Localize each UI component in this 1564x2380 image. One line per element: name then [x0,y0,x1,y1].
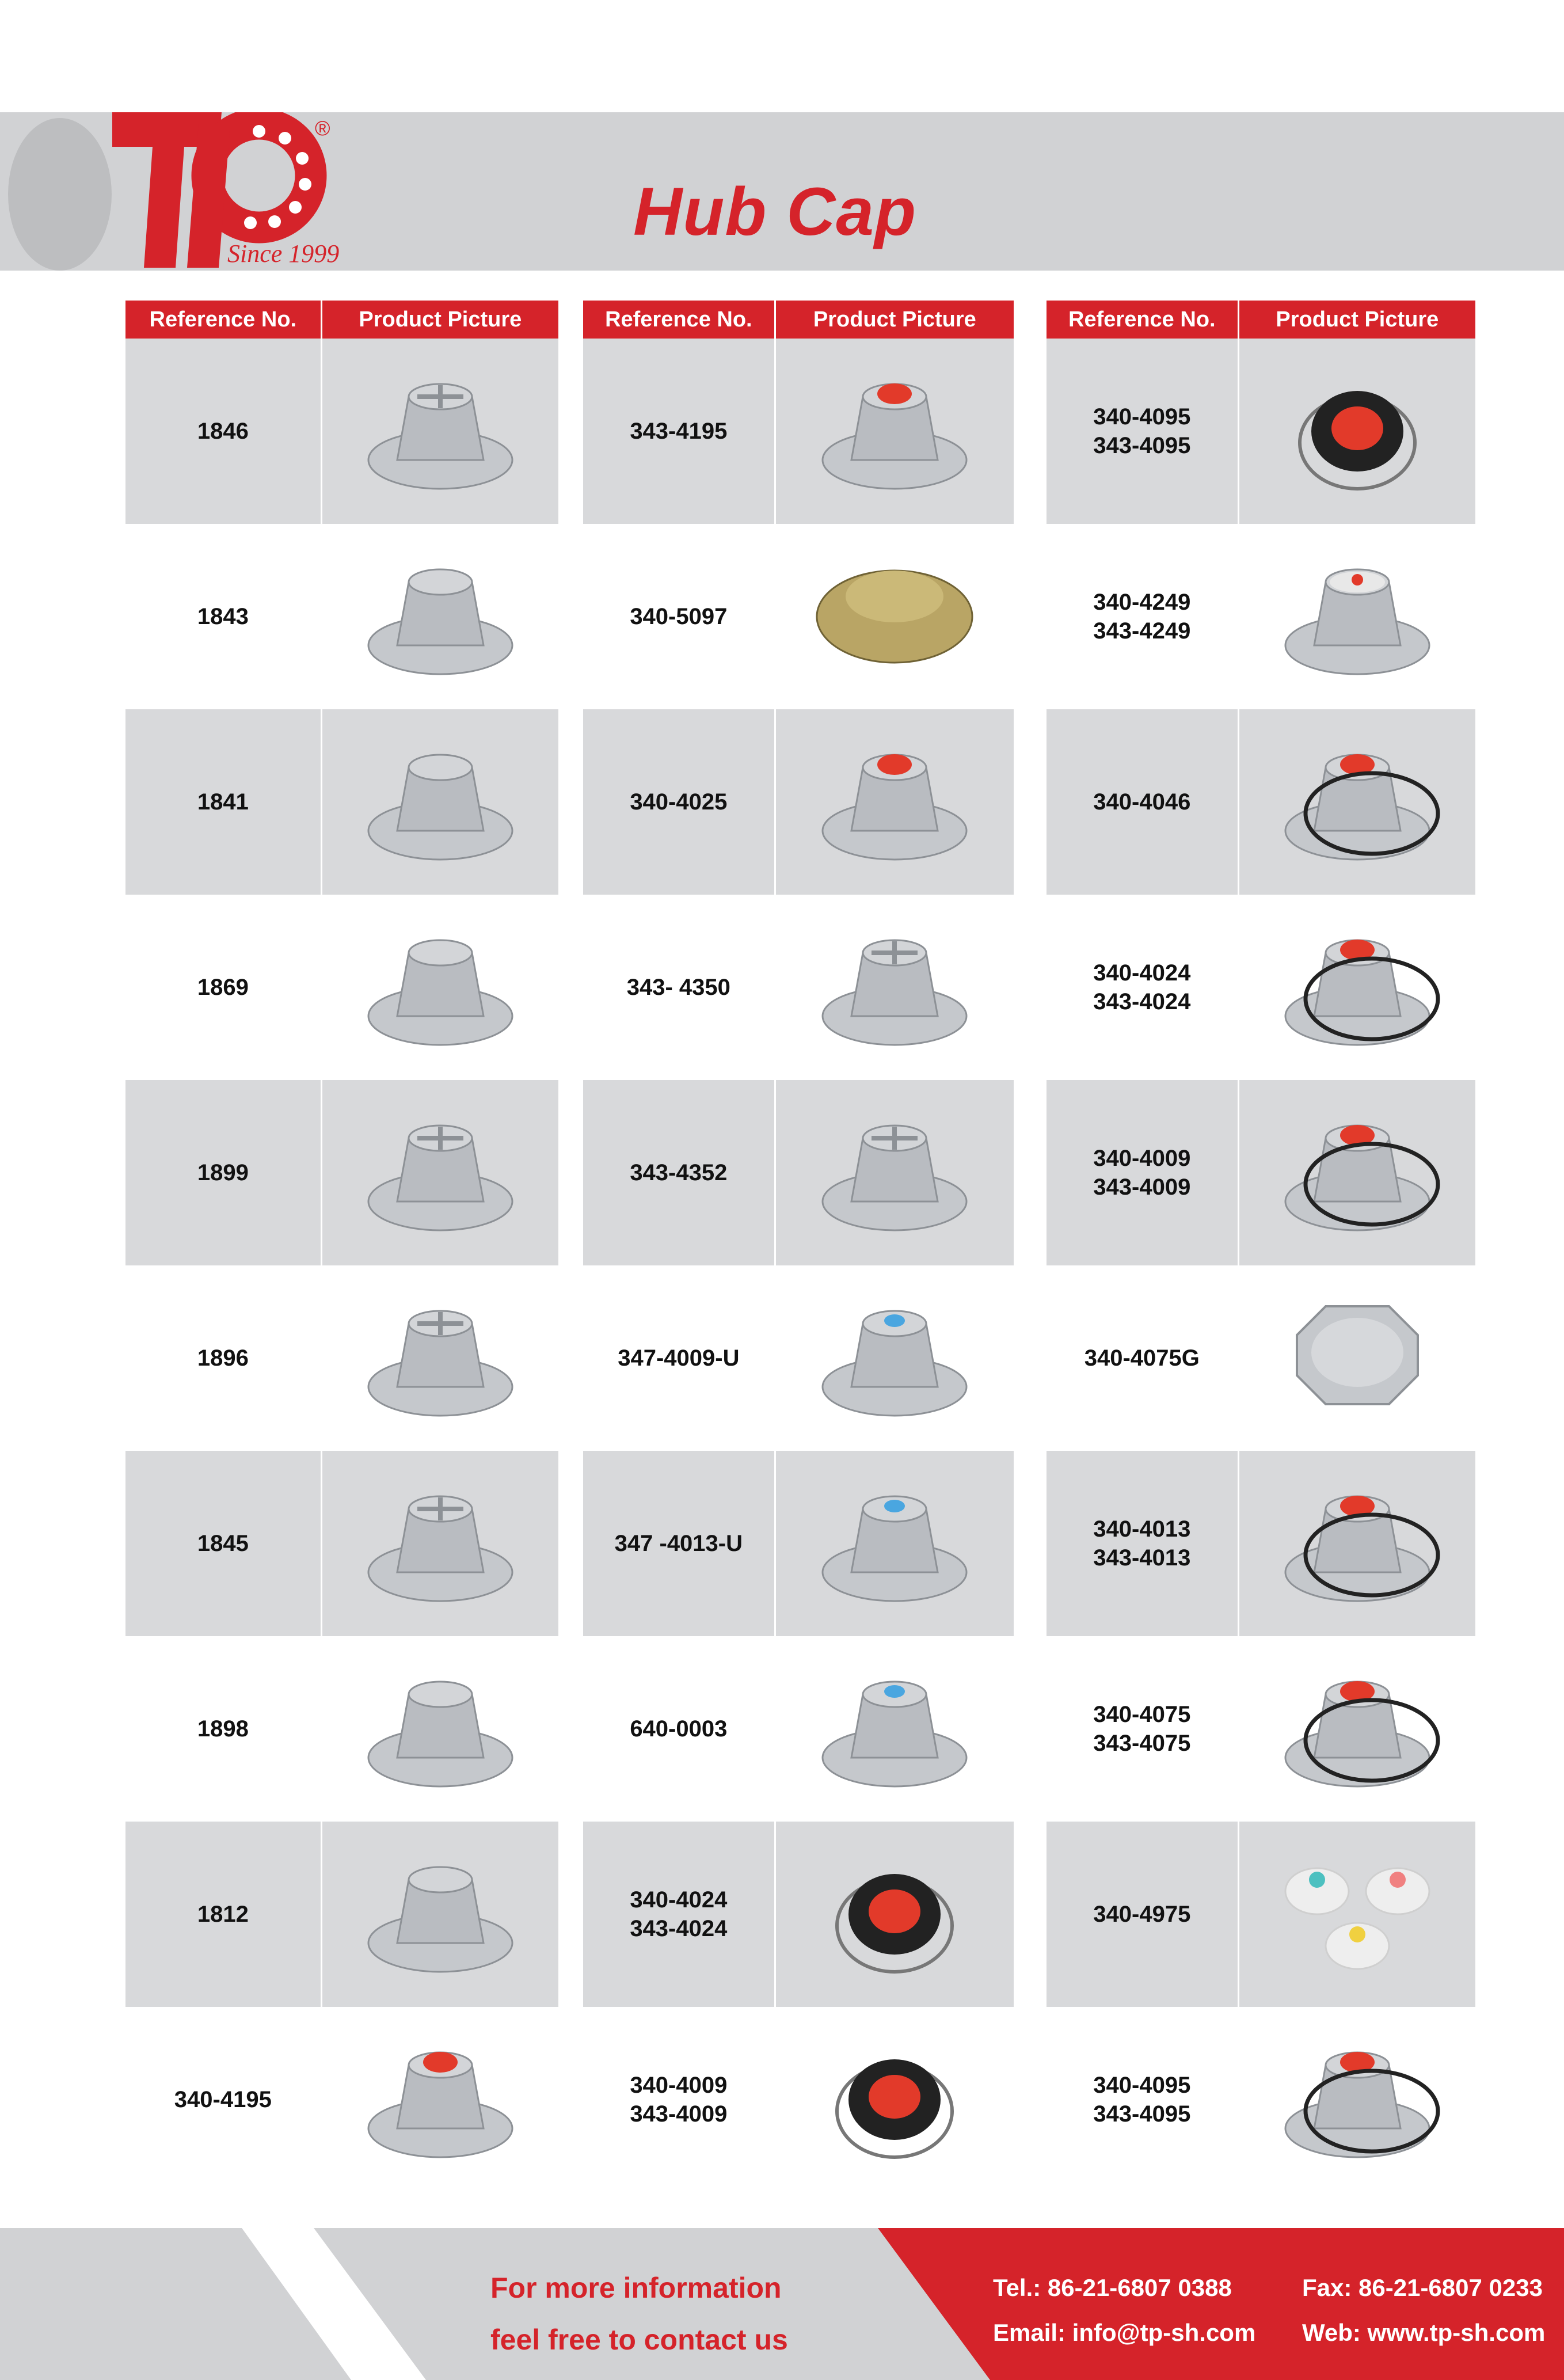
hub-cap-octagon-icon [1271,1289,1444,1427]
header-product-picture: Product Picture [774,301,1014,339]
product-table-3 [1047,301,1475,2192]
hub-cap-tall-icon [354,1845,527,1983]
hub-cap-black-red-icon [1271,362,1444,500]
footer-email[interactable]: Email: info@tp-sh.com [993,2319,1256,2346]
hub-cap-blue-plug-icon [808,1660,981,1798]
table-row [583,2007,1014,2192]
logo-backdrop [8,118,112,271]
product-picture [1238,1265,1475,1451]
table-row [583,1265,1014,1451]
hub-cap-red-gasket-icon [1271,1660,1444,1798]
reference-number: 343-4352 [630,1160,728,1185]
product-table-1 [125,301,558,2192]
product-picture [1238,2007,1475,2192]
reference-number: 340-4009 343-4009 [1093,1146,1191,1200]
table-row [1047,1451,1475,1636]
page-title: Hub Cap [633,174,917,250]
table-row [125,709,558,895]
footer-web[interactable]: Web: www.tp-sh.com [1302,2319,1546,2346]
reference-number: 1845 [197,1531,249,1556]
product-picture [774,1822,1014,2007]
hub-cap-red-gasket-icon [1271,918,1444,1056]
product-picture [1238,1451,1475,1636]
table-row [583,1636,1014,1822]
product-picture [321,1451,558,1636]
product-picture [1238,339,1475,524]
product-picture [321,1080,558,1265]
reference-number: 340-4025 [630,789,728,815]
footer-info-line2: feel free to contact us [490,2324,788,2356]
reference-number: 340-4013 343-4013 [1093,1516,1191,1571]
table-row [1047,1080,1475,1265]
reference-number: 343- 4350 [626,975,730,1000]
reference-number: 340-4075G [1084,1345,1200,1371]
table-row [583,524,1014,709]
hub-cap-blue-plug-icon [808,1474,981,1613]
reference-number: 1899 [197,1160,249,1185]
reference-number: 340-4095 343-4095 [1093,2073,1191,2127]
reference-number: 640-0003 [630,1716,728,1742]
table-row [583,1080,1014,1265]
reference-number: 340-4046 [1093,789,1191,815]
reference-number: 340-4009 343-4009 [630,2073,728,2127]
hub-cap-spoked-icon [354,1104,527,1242]
hub-cap-red-gasket-icon [1271,2031,1444,2169]
table-row [1047,1265,1475,1451]
header-reference-no: Reference No. [605,307,752,332]
hub-cap-open-icon [354,548,527,686]
table-row [1047,524,1475,709]
footer-tel: Tel.: 86-21-6807 0388 [993,2274,1232,2301]
product-picture [321,2007,558,2192]
hub-cap-plug-set-icon [1271,1845,1444,1983]
table-row [125,1451,558,1636]
hub-cap-blue-plug-icon [808,1289,981,1427]
hub-cap-red-gasket-icon [1271,733,1444,871]
product-picture [1238,1080,1475,1265]
product-picture [1238,709,1475,895]
product-picture [321,339,558,524]
footer-band [0,2228,1564,2380]
product-picture [321,709,558,895]
reference-number: 1843 [197,604,249,629]
reference-number: 340-4975 [1093,1902,1191,1927]
product-picture [321,1636,558,1822]
table-row [1047,1636,1475,1822]
product-picture [774,2007,1014,2192]
reference-number: 343-4195 [630,419,728,444]
product-picture [774,1636,1014,1822]
table-row [1047,1822,1475,2007]
table-row [583,1451,1014,1636]
product-picture [321,1822,558,2007]
registered-mark: ® [315,116,330,140]
table-row [125,1080,558,1265]
product-picture [1238,895,1475,1080]
hub-cap-tall-icon [354,1660,527,1798]
since-text: Since 1999 [227,239,340,268]
table-header [583,301,1014,339]
table-row [125,1265,558,1451]
hub-cap-spoked-icon [354,362,527,500]
table-row [583,1822,1014,2007]
product-picture [774,1265,1014,1451]
header-reference-no: Reference No. [1068,307,1216,332]
table-row [125,2007,558,2192]
header-product-picture: Product Picture [321,301,558,339]
hub-cap-red-gasket-icon [1271,1474,1444,1613]
product-picture [321,895,558,1080]
hub-cap-open-icon [354,733,527,871]
product-picture [1238,524,1475,709]
hub-cap-black-red-icon [808,2031,981,2169]
footer-info-line1: For more information [490,2272,782,2304]
table-row [1047,895,1475,1080]
reference-number: 1846 [197,419,249,444]
hub-cap-red-plug-icon [808,362,981,500]
reference-number: 340-4095 343-4095 [1093,404,1191,458]
product-picture [774,709,1014,895]
reference-number: 340-4195 [174,2087,272,2112]
table-row [125,895,558,1080]
product-table-2 [583,301,1014,2192]
reference-number: 1896 [197,1345,249,1371]
reference-number: 340-4249 343-4249 [1093,590,1191,644]
table-header [125,301,558,339]
reference-number: 347 -4013-U [614,1531,743,1556]
table-row [1047,709,1475,895]
product-picture [774,1451,1014,1636]
hub-cap-spoked-icon [354,1474,527,1613]
reference-number: 347-4009-U [618,1345,740,1371]
reference-number: 1812 [197,1902,249,1927]
table-row [1047,339,1475,524]
table-row [125,524,558,709]
table-row [583,895,1014,1080]
hub-cap-red-plug-icon [808,733,981,871]
reference-number: 340-4024 343-4024 [1093,960,1191,1014]
product-picture [774,1080,1014,1265]
reference-number: 1869 [197,975,249,1000]
product-picture [774,524,1014,709]
hub-cap-spoked-icon [808,1104,981,1242]
product-picture [1238,1636,1475,1822]
reference-number: 1898 [197,1716,249,1742]
hub-cap-black-red-icon [808,1845,981,1983]
reference-number: 340-5097 [630,604,728,629]
product-picture [321,1265,558,1451]
hub-cap-tall-icon [354,918,527,1056]
hub-cap-clear-window-icon [1271,548,1444,686]
hub-cap-dome-gold-icon [808,548,981,686]
product-picture [321,524,558,709]
table-row [125,1636,558,1822]
header-reference-no: Reference No. [149,307,297,332]
table-row [125,1822,558,2007]
header-product-picture: Product Picture [1238,301,1475,339]
reference-number: 340-4075 343-4075 [1093,1702,1191,1756]
product-picture [1238,1822,1475,2007]
footer-fax: Fax: 86-21-6807 0233 [1302,2274,1543,2301]
product-picture [774,895,1014,1080]
hub-cap-red-plug-icon [354,2031,527,2169]
product-picture [774,339,1014,524]
table-row [583,709,1014,895]
hub-cap-red-gasket-icon [1271,1104,1444,1242]
reference-number: 1841 [197,789,249,815]
table-row [583,339,1014,524]
table-row [125,339,558,524]
table-header [1047,301,1475,339]
hub-cap-spoked-icon [354,1289,527,1427]
hub-cap-spoked-icon [808,918,981,1056]
table-row [1047,2007,1475,2192]
reference-number: 340-4024 343-4024 [630,1887,728,1941]
